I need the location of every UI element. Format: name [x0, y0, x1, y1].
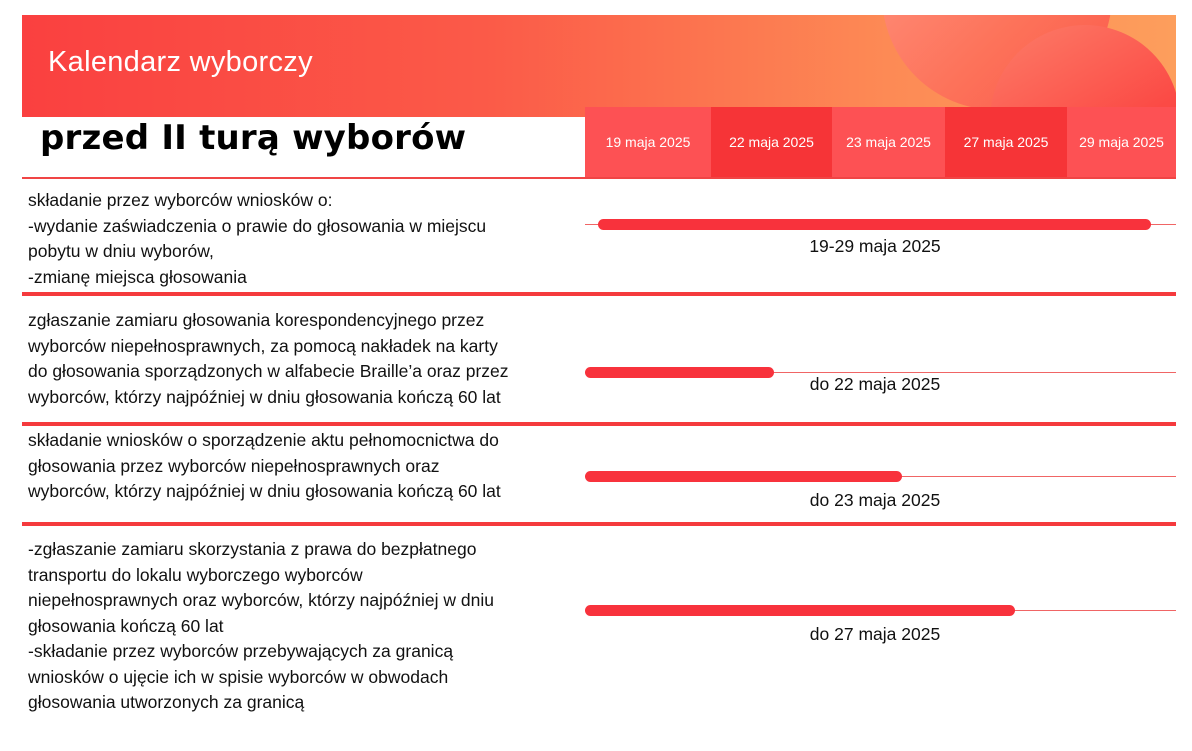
row-text-line: -zmianę miejsca głosowania	[28, 266, 247, 287]
page-title: Kalendarz wyborczy	[48, 46, 313, 78]
row-description	[28, 428, 573, 505]
row-text-line: wyborców niepełnosprawnych, za pomocą nakładek na karty	[28, 335, 498, 356]
row-description	[28, 188, 573, 290]
row-text-line: -składanie przez wyborców przebywających za granicą	[28, 641, 454, 661]
row-text-line: do głosowania sporządzonych w alfabecie Braille’a oraz przez	[28, 361, 509, 381]
date-header	[585, 107, 1176, 177]
header-banner	[22, 15, 1176, 117]
row-separator	[22, 422, 1176, 426]
row-description	[28, 308, 573, 410]
period-label: do 23 maja 2025	[809, 490, 941, 510]
row-separator	[22, 522, 1176, 526]
row-text-line: pobytu w dniu wyborów,	[28, 241, 214, 261]
timeline-bar	[585, 471, 902, 482]
date-column-3: 23 maja 2025	[832, 107, 945, 177]
page-subtitle: przed II turą wyborów	[40, 118, 467, 158]
row-separator	[22, 292, 1176, 296]
row-text-line: głosowania utworzonych za granicą	[28, 692, 305, 712]
period-label: do 27 maja 2025	[809, 624, 941, 644]
period-label: do 22 maja 2025	[809, 374, 941, 394]
row-text-line: niepełnosprawnych oraz wyborców, którzy najpóźniej w dniu	[28, 590, 494, 610]
row-text-line: -zgłaszanie zamiaru skorzystania z prawa do bezpłatnego	[28, 539, 477, 559]
date-column-2: 22 maja 2025	[711, 107, 832, 177]
row-text-line: -wydanie zaświadczenia o prawie do głosowania w miejscu	[28, 215, 487, 236]
divider	[22, 177, 1176, 179]
row-text-line: głosowania kończą 60 lat	[28, 615, 224, 636]
row-text-line: głosowania przez wyborców niepełnosprawnych oraz	[28, 455, 440, 476]
date-column-5: 29 maja 2025	[1067, 107, 1176, 177]
row-text-line: składanie przez wyborców wniosków o:	[28, 190, 333, 210]
row-text-line: wyborców, którzy najpóźniej w dniu głosowania kończą 60 lat	[28, 481, 501, 501]
row-text-line: wyborców, którzy najpóźniej w dniu głosowania kończą 60 lat	[28, 386, 501, 407]
row-text-line: zgłaszanie zamiaru głosowania korespondencyjnego przez	[28, 310, 485, 330]
row-text-line: składanie wniosków o sporządzenie aktu pełnomocnictwa do	[28, 430, 499, 450]
row-text-line: transportu do lokalu wyborczego wyborców	[28, 564, 363, 585]
timeline-bar	[598, 219, 1151, 230]
timeline-bar	[585, 605, 1015, 616]
date-column-1: 19 maja 2025	[585, 107, 711, 177]
date-column-4: 27 maja 2025	[945, 107, 1067, 177]
row-text-line: wniosków o ujęcie ich w spisie wyborców w obwodach	[28, 666, 449, 687]
row-description	[28, 537, 573, 716]
period-label: 19-29 maja 2025	[809, 236, 941, 256]
